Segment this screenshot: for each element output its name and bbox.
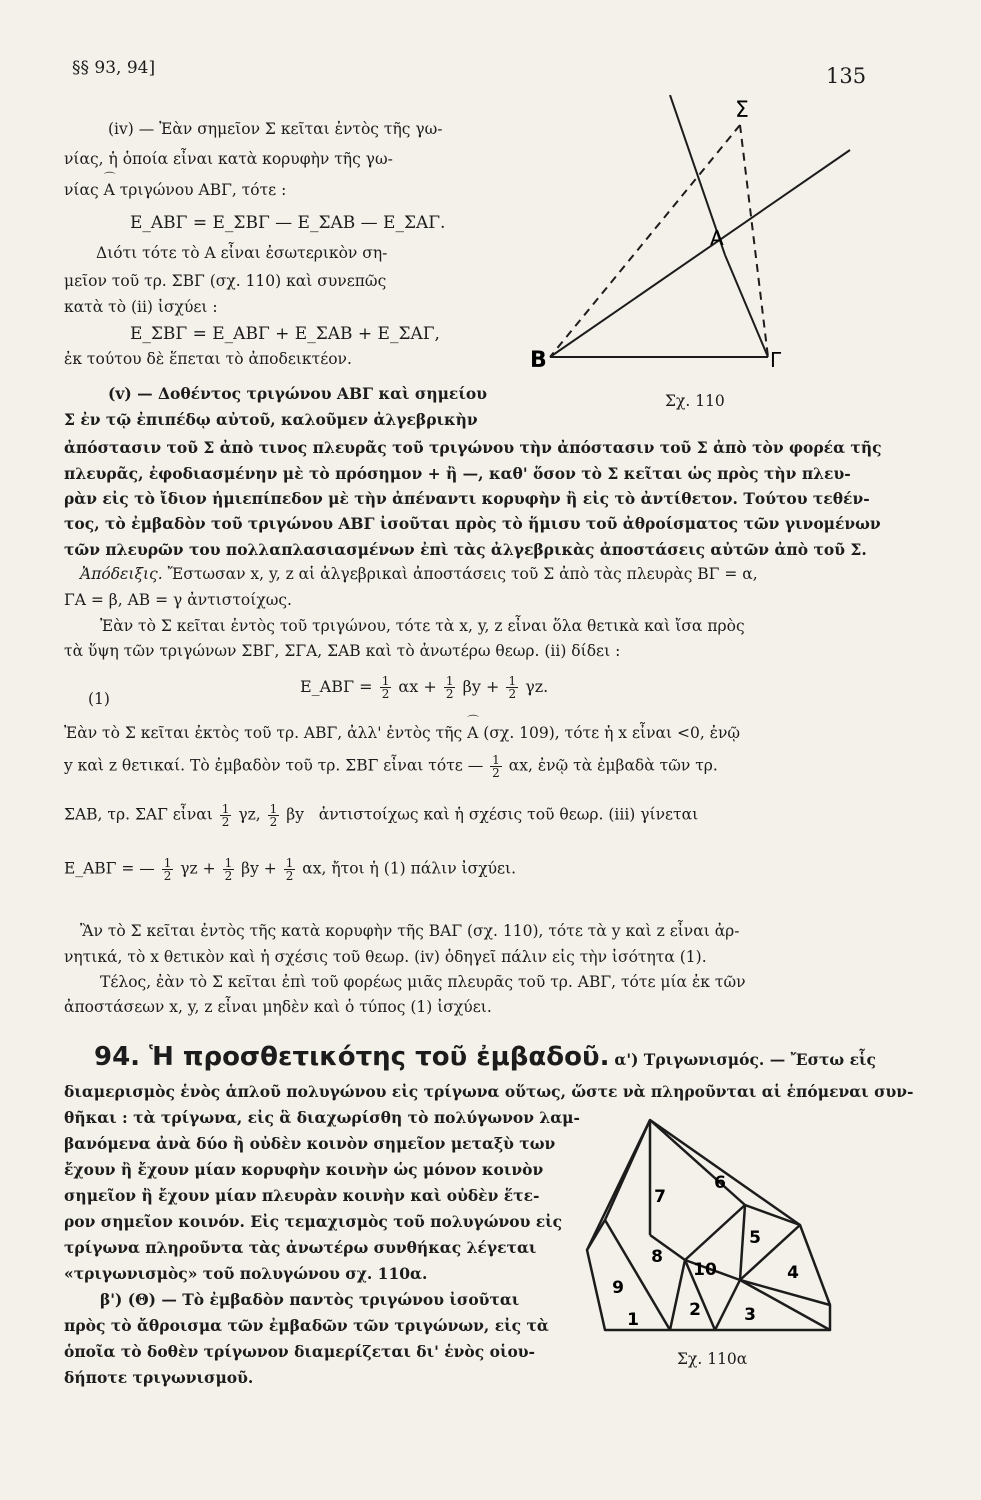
frac-num: 1	[445, 674, 454, 688]
para-v-line-7: τῶν πλευρῶν του πολλαπλασιασμένων ἐπὶ τὰς ἀλγεβρικὰς ἀποστάσεις αὐτῶν ἀπὸ τοῦ Σ.	[64, 540, 867, 559]
region-9: 9	[612, 1278, 624, 1298]
text: Ε_ΑΒΓ = —	[64, 859, 155, 878]
sec94-line-2: διαμερισμὸς ἑνὸς ἁπλοῦ πολυγώνου εἰς τρίγωνα οὕτως, ὥστε νὰ πληροῦνται αἱ ἑπόμεναι συν-	[64, 1082, 914, 1101]
edge	[685, 1205, 745, 1260]
para-v-line-3: ἀπόστασιν τοῦ Σ ἀπὸ τινος πλευρᾶς τοῦ τριγώνου τὴν ἀπόστασιν τοῦ Σ ἀπὸ τὸν φορέα τῆς	[64, 438, 882, 457]
eq-term: βy +	[462, 677, 500, 696]
region-8: 8	[651, 1247, 663, 1267]
text: (σχ. 109), τότε ἡ x εἶναι <0, ἐνῷ	[483, 724, 741, 742]
equation-iv-1: Ε_ΑΒΓ = Ε_ΣΒΓ — Ε_ΣΑΒ — Ε_ΣΑΓ.	[130, 213, 446, 233]
para-iv-line-6: κατὰ τὸ (ii) ἰσχύει :	[64, 298, 218, 316]
edge	[740, 1280, 830, 1305]
para-iv-line-1: (iv) — Ἐὰν σημεῖον Σ κεῖται ἐντὸς τῆς γω-	[108, 120, 443, 138]
frac-num: 1	[381, 674, 390, 688]
sec94-line-12: ὁποῖα τὸ δοθὲν τρίγωνον διαμερίζεται δι' ἑνὸς οἱου-	[64, 1342, 535, 1361]
text: αx, ἤτοι ἡ (1) πάλιν ἰσχύει.	[302, 859, 517, 878]
edge	[745, 1205, 800, 1225]
sec94-line-10: β') (Θ) — Τὸ ἐμβαδὸν παντὸς τριγώνου ἰσοῦται	[100, 1290, 520, 1309]
sec94-line-8: τρίγωνα πληροῦντα τὰς ἀνωτέρω συνθήκας λέγεται	[64, 1238, 537, 1257]
label-b: Β	[530, 348, 547, 373]
frac-den: 2	[381, 687, 390, 701]
fraction	[506, 675, 518, 700]
proof-line-7	[64, 803, 864, 828]
section-reference: §§ 93, 94]	[72, 58, 156, 78]
frac-den: 2	[508, 687, 517, 701]
eq-term: γz.	[525, 677, 549, 696]
para-v-line-6: τος, τὸ ἐμβαδὸν τοῦ τριγώνου ΑΒΓ ἰσοῦται πρὸς τὸ ἥμισυ τοῦ ἀθροίσματος τῶν γινομένων	[64, 514, 881, 533]
text: Ἔστωσαν x, y, z αἱ ἀλγεβρικαὶ ἀποστάσεις τοῦ Σ ἀπὸ τὰς πλευρὰς ΒΓ = α,	[167, 565, 758, 583]
para-v-line-1: (v) — Δοθέντος τριγώνου ΑΒΓ καὶ σημείου	[108, 384, 487, 403]
subsection-a: α') Τριγωνισμός. — Ἔστω εἷς	[614, 1050, 876, 1069]
frac-den: 2	[269, 815, 278, 829]
polygon-outline	[587, 1120, 830, 1330]
text: αx, ἐνῷ τὰ ἐμβαδὰ τῶν τρ.	[508, 756, 718, 775]
frac-den: 2	[492, 766, 500, 780]
label-sigma: Σ	[735, 98, 749, 123]
page-number: 135	[826, 64, 867, 88]
eq-lhs: Ε_ΑΒΓ =	[300, 677, 373, 696]
frac-num: 1	[492, 753, 500, 767]
frac-den: 2	[285, 869, 294, 883]
frac-num: 1	[224, 856, 233, 870]
eq-term: αx +	[398, 677, 437, 696]
region-2: 2	[689, 1300, 701, 1320]
edge	[740, 1205, 745, 1280]
region-6: 6	[714, 1173, 726, 1193]
proof-line-1	[80, 565, 880, 583]
frac-num: 1	[163, 856, 172, 870]
frac-den: 2	[221, 815, 230, 829]
text: νίας	[64, 181, 99, 199]
fraction	[162, 857, 174, 882]
edge	[715, 1280, 740, 1330]
para-iv-line-5: μεῖον τοῦ τρ. ΣΒΓ (σχ. 110) καὶ συνεπῶς	[64, 272, 387, 290]
sec94-line-5: ἔχουν ἢ ἔχουν μίαν κορυφὴν κοινὴν ὡς μόνον κοινὸν	[64, 1160, 544, 1179]
sec94-line-3: θῆκαι : τὰ τρίγωνα, εἰς ἃ διαχωρίσθη τὸ πολύγωνον λαμ-	[64, 1108, 580, 1127]
sec94-line-11: πρὸς τὸ ἄθροισμα τῶν ἐμβαδῶν τῶν τριγώνων, εἰς τὰ	[64, 1316, 549, 1335]
proof-line-6	[64, 754, 864, 779]
sec94-line-4: βανόμενα ἀνὰ δύο ἢ οὐδὲν κοινὸν σημεῖον μεταξὺ των	[64, 1134, 556, 1153]
proof-line-2: ΓΑ = β, ΑΒ = γ ἀντιστοίχως.	[64, 591, 292, 609]
text: Ἐὰν τὸ Σ κεῖται ἐκτὸς τοῦ τρ. ΑΒΓ, ἀλλ' ἐντὸς τῆς	[64, 724, 463, 742]
text: ἀντιστοίχως καὶ ἡ σχέσις τοῦ θεωρ. (iii) γίνεται	[318, 805, 699, 824]
region-10: 10	[693, 1260, 717, 1280]
frac-num: 1	[269, 802, 278, 816]
para-v-line-4: πλευρᾶς, ἐφοδιασμένην μὲ τὸ πρόσημον + ἢ —, καθ' ὅσον τὸ Σ κεῖται ὡς πρὸς τὴν πλευ-	[64, 464, 851, 483]
text: y καὶ z θετικαί. Τὸ ἐμβαδὸν τοῦ τρ. ΣΒΓ εἶναι τότε —	[64, 756, 484, 775]
para-v-line-5: ρὰν εἰς τὸ ἴδιον ἡμιεπίπεδον μὲ τὴν ἀπέναντι κορυφὴν ἢ εἰς τὸ ἀντίθετον. Τούτου τεθέν-	[64, 489, 870, 508]
frac-den: 2	[163, 869, 172, 883]
angle-a: ⌒ Α	[467, 724, 478, 742]
region-1: 1	[627, 1310, 639, 1330]
fraction	[223, 857, 235, 882]
label-gamma: Γ	[770, 348, 782, 372]
frac-num: 1	[508, 674, 517, 688]
edge	[605, 1120, 650, 1220]
frac-num: 1	[221, 802, 230, 816]
frac-den: 2	[445, 687, 454, 701]
text: βy +	[241, 859, 277, 878]
label-a: Α	[710, 226, 724, 250]
frac-den: 2	[224, 869, 233, 883]
edge	[670, 1260, 685, 1330]
text: ΣΑΒ, τρ. ΣΑΓ εἶναι	[64, 805, 213, 824]
sec94-line-6: σημεῖον ἢ ἔχουν μίαν πλευρὰν κοινὴν καὶ οὐδὲν ἕτε-	[64, 1186, 540, 1205]
proof-line-8	[64, 857, 864, 882]
fig110-caption: Σχ. 110	[665, 392, 725, 410]
proof-line-9: Ἂν τὸ Σ κεῖται ἐντὸς τῆς κατὰ κορυφὴν τῆς ΒΑΓ (σχ. 110), τότε τὰ y καὶ z εἶναι ἀρ-	[80, 922, 740, 940]
fig110a-caption: Σχ. 110α	[677, 1350, 748, 1368]
para-iv-line-4: Διότι τότε τὸ Α εἶναι ἐσωτερικὸν ση-	[96, 244, 388, 262]
fraction	[268, 803, 280, 828]
proof-line-4: τὰ ὕψη τῶν τριγώνων ΣΒΓ, ΣΓΑ, ΣΑΒ καὶ τὸ ἀνωτέρω θεωρ. (ii) δίδει :	[64, 642, 621, 660]
angle-a: ⌒ Α	[104, 181, 115, 199]
sec94-line-9: «τριγωνισμὸς» τοῦ πολυγώνου σχ. 110α.	[64, 1264, 428, 1283]
sec94-line-13: δήποτε τριγωνισμοῦ.	[64, 1368, 254, 1387]
region-4: 4	[787, 1263, 799, 1283]
section-94-heading	[94, 1042, 876, 1072]
text: γz,	[238, 805, 261, 824]
text: τριγώνου ΑΒΓ, τότε :	[119, 181, 287, 199]
proof-line-3: Ἐὰν τὸ Σ κεῖται ἐντὸς τοῦ τριγώνου, τότε τὰ x, y, z εἶναι ὅλα θετικὰ καὶ ἴσα πρὸς	[100, 617, 745, 635]
frac-num: 1	[285, 856, 294, 870]
text: βy	[286, 805, 304, 824]
equation-number-1: (1)	[88, 690, 110, 708]
fraction	[444, 675, 456, 700]
region-5: 5	[749, 1228, 761, 1248]
proof-label: Ἀπόδειξις.	[80, 565, 163, 583]
region-7: 7	[654, 1187, 666, 1207]
para-iv-line-2: νίας, ἡ ὁποία εἶναι κατὰ κορυφὴν τῆς γω-	[64, 150, 393, 168]
proof-line-5	[64, 724, 864, 742]
section-title: 94. Ἡ προσθετικότης τοῦ ἐμβαδοῦ.	[94, 1042, 610, 1072]
region-3: 3	[744, 1305, 756, 1325]
fraction	[220, 803, 232, 828]
para-iv-line-3	[64, 181, 286, 199]
fraction	[284, 857, 296, 882]
text: γz +	[180, 859, 216, 878]
proof-line-11: Τέλος, ἐὰν τὸ Σ κεῖται ἐπὶ τοῦ φορέως μιᾶς πλευρᾶς τοῦ τρ. ΑΒΓ, τότε μία ἐκ τῶν	[100, 973, 746, 991]
edge	[587, 1220, 605, 1250]
equation-iv-2: Ε_ΣΒΓ = Ε_ΑΒΓ + Ε_ΣΑΒ + Ε_ΣΑΓ,	[130, 324, 440, 344]
equation-1	[300, 675, 548, 700]
proof-line-10: νητικά, τὸ x θετικὸν καὶ ἡ σχέσις τοῦ θεωρ. (iv) ὁδηγεῖ πάλιν εἰς τὴν ἰσότητα (1).	[64, 948, 707, 966]
figure-110	[530, 95, 860, 395]
fraction	[380, 675, 392, 700]
fraction	[490, 754, 502, 779]
figure-110a	[585, 1110, 845, 1350]
para-v-line-2: Σ ἐν τῷ ἐπιπέδῳ αὐτοῦ, καλοῦμεν ἀλγεβρικὴν	[64, 410, 478, 429]
para-iv-line-7: ἐκ τούτου δὲ ἕπεται τὸ ἀποδεικτέον.	[64, 350, 352, 368]
sec94-line-7: ρον σημεῖον κοινόν. Εἰς τεμαχισμὸς τοῦ πολυγώνου εἰς	[64, 1212, 563, 1231]
proof-line-12: ἀποστάσεων x, y, z εἶναι μηδὲν καὶ ὁ τύπος (1) ἰσχύει.	[64, 998, 492, 1016]
